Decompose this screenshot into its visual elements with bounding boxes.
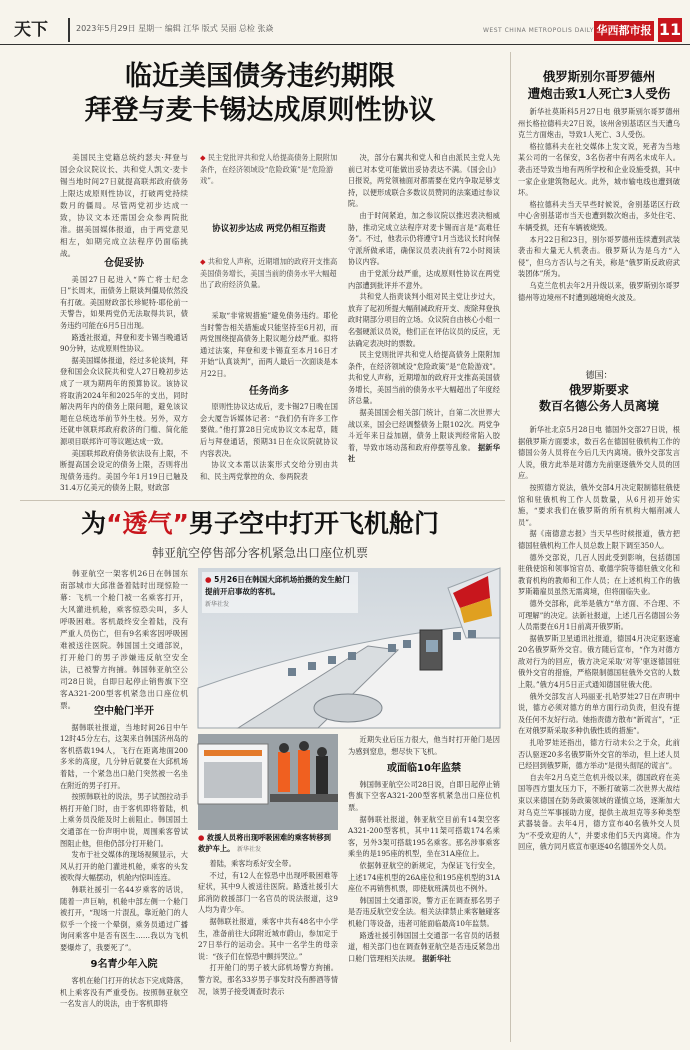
photo1-caption xyxy=(202,572,358,613)
headline-part: 男子空中打开飞机舱门 xyxy=(188,509,439,538)
right-headline-1-line1: 俄罗斯别尔哥罗德州 xyxy=(542,69,656,84)
paragraph: 乌克兰危机去年2月升级以来，俄罗斯别尔哥罗德州等边境州不时遭到越境炮火波及。 xyxy=(518,280,680,302)
paragraph: 据韩联社报道，韩亚航空目前有14架空客A321-200型客机，其中11架可搭载174名乘客，另外3架可搭载195名乘客。那名涉事乘客乘坐的是195座的机型，坐在31A座位上。 xyxy=(348,814,500,859)
column-divider xyxy=(510,52,511,1042)
right-headline-2 xyxy=(518,370,680,414)
paragraph: 德外交部称，此举是俄方“单方面、不合理、不可理解”的决定。法新社报道，上述几百名德国公务人员需要在6月1日前离开俄罗斯。 xyxy=(518,598,680,632)
paragraph: 路透社援引韩国国土交通部一名官员的话报道，相关部门也在调查韩亚航空是否违反紧急出口舱门管理相关法规。 xyxy=(348,930,500,963)
paragraph: 扎哈罗娃还指出，德方行动未公之于众，此前否认驱逐20多名俄罗斯外交官的举动，但上述人员已经回到俄罗斯，德方举动“是彻头彻尾的谎言”。 xyxy=(518,738,680,771)
ambulance-illustration xyxy=(198,734,338,830)
page-header xyxy=(0,18,690,45)
paper-name-en: WEST CHINA METROPOLIS DAILY xyxy=(483,27,594,34)
paragraph: 据美国媒体报道，经过多轮谈判，拜登和国会众议院共和党人27日晚初步达成了一项为期两年的预算协议。该协议将取消2024年和2025年的支出，同时解决两年内的债务上限问题，避免该议题在总统选举前节外生枝。另外，双方还就申领联邦政府救济的门槛、简化能源项目联邦许可等议题达成一致。 xyxy=(60,355,188,446)
paragraph: 据《南德意志报》当天早些时候报道，俄方把德国驻俄机构工作人员总数上限下调至350人。 xyxy=(518,529,680,550)
paragraph: 自去年2月乌克兰危机升级以来，德国政府在美国等西方盟友压力下，不断打破第二次世界大战结束以来德国在防务政策领域的谨慎立场，逐渐加大对乌克兰军事援助力度，提供主战坦克等多种类型武器装备。去年4月，德方宣布40名俄外交人员为“不受欢迎的人”，并要求他们5天内离境。作为回应，俄方同月底宣布驱逐40名德国外交人员。 xyxy=(518,772,680,852)
paragraph: 美国联邦政府债务依法设有上限，不断提高国会设定的债务上限，否则将出现债务违约。美国今年1月19日已触及31.4万亿美元的债务上限，财政部 xyxy=(60,448,188,493)
article2-column-1 xyxy=(60,700,188,1040)
article1-headline-line1: 临近美国债务违约期限 xyxy=(125,61,395,92)
paper-logo: 华西都市报 xyxy=(594,21,654,41)
paragraph: 据美国国会相关部门统计，自第二次世界大战以来，国会已经调整债务上限102次。两党争斗近年来日益加剧，债务上限谈判经常陷入胶着，导致市场动荡和政府停摆等乱象。 xyxy=(348,408,500,452)
source-credit: 据新华社 xyxy=(422,953,451,963)
article2-column-3 xyxy=(348,734,500,1040)
quote-box-1 xyxy=(200,152,338,196)
quote-box-2 xyxy=(200,256,338,302)
right-headline-1 xyxy=(518,68,680,102)
paragraph: 格拉德科夫当天早些时候说，舍别基诺区行政中心舍别基诺市当天也遭到数次炮击，多处住宅、车辆受损，还有车辆被烧毁。 xyxy=(518,199,680,232)
subhead-qingshaonian: 9名青少年入院 xyxy=(90,959,158,971)
paragraph: 着陆，乘客均系好安全带。 xyxy=(209,859,296,868)
paragraph: 俄外交部发言人玛丽亚·扎哈罗娃27日在声明中说，德方必须对德方的单方面行动负责，但没有提及任何不友好行动。她指责德方散布“新谎言”，“正在对俄罗斯采取多种仇俄性质的措施”。 xyxy=(518,691,680,736)
paragraph: 由于时间紧迫，加之参议院以推迟表决相威胁，推动完成立法程序对麦卡锡而言是“高难任务”。不过，他表示仍将遵守1月当选议长时向保守派所做承诺，确保议员表决前有72小时阅读协议内容。 xyxy=(348,210,500,267)
subhead-renwu: 任务尚多 xyxy=(249,385,289,397)
quote-2-text: 共和党人声称，近期增加的政府开支推高美国债务增长，美国当前的债务水平大幅超出了政府经济负量。 xyxy=(200,257,338,289)
photo2-caption-text: 救援人员将出现呼吸困难的乘客转移到救护车上。 xyxy=(198,833,331,853)
article2-headline xyxy=(20,508,500,540)
quote-title: 协议初步达成 两党仍相互指责 xyxy=(212,224,326,234)
headline-quote: “透气” xyxy=(106,509,189,538)
paragraph: 打开舱门的男子被大邱机场警方拘捕。警方说，那名33岁男子事发时没有醉酒等情况，该男子接受调查时表示 xyxy=(198,963,338,996)
source-credit: 据新华社 xyxy=(348,442,500,464)
article1-lead-text: 美国民主党籍总统约瑟夫·拜登与国会众议院议长、共和党人凯文·麦卡锡当地时间27日就提高联邦政府债务上限达成原则性协议，打破两党持续数月的僵局。尽管两党初步达成一致，协议文本还需国会众参两院批准。据美国媒体报道，由于两党意见相左，如期完成立法程序仍面临挑战。 xyxy=(60,153,188,258)
right-article-2 xyxy=(518,424,680,1042)
paragraph: 近期失业后压力很大，他当时打开舱门是因为感到窒息，想尽快下飞机。 xyxy=(348,735,500,756)
article1-lead xyxy=(60,152,188,258)
paragraph: 按照韩联社的说法，男子试图拉动手柄打开舱门时，由于客机即将着陆，机上乘务员没能及时上前阻止。韩国国土交通部在一份声明中说，周围乘客曾试图阻止他，但他仍部分打开舱门。 xyxy=(60,792,188,848)
divider xyxy=(20,500,505,501)
paragraph: 不过，有12人在惊恐中出现呼吸困难等症状，其中9人被送往医院。路透社援引大邱消防救援部门一名官员的说法报道，这9人均为青少年。 xyxy=(198,870,338,915)
ambulance-photo xyxy=(198,734,338,830)
paragraph: 据俄罗斯卫星通讯社报道，德国4月决定驱逐逾20名俄罗斯外交官。俄方随后宣布，“作为对德方敌对行为的回应，俄方决定采取‘对等’驱逐德国驻俄外交官的措施，严格限制德国驻俄外交官的人数上限。”俄方4月5日正式通知德国驻俄大使。 xyxy=(518,633,680,690)
subhead-jianjin: 或面临10年监禁 xyxy=(387,763,461,775)
right-headline-2-line2: 数百名德公务人员离境 xyxy=(538,399,659,413)
article1-column-3 xyxy=(348,152,500,497)
paragraph: 原则性协议达成后，麦卡锡27日晚在国会大厦告诉媒体记者：“我们仍有许多工作要做。”他打算28日完成协议文本起草，随后与拜登通话，预期31日在众议院就协议内容表决。 xyxy=(200,402,338,458)
paragraph: 新华社莫斯科5月27日电 俄罗斯别尔哥罗德州州长格拉德科夫27日说，该州舍别基诺区当天遭乌克兰方面炮击，导致1人死亡、3人受伤。 xyxy=(518,107,680,140)
photo2-caption xyxy=(198,832,338,855)
paragraph: 美国27日起进入“阵亡将士纪念日”长周末，而债务上限谈判僵局依然没有打破。美国财政部长珍妮特·耶伦前一天警告，如果两党仍无法取得共识，债务违约可能在6月5日出现。 xyxy=(60,274,188,330)
paragraph: 按照德方说法，俄外交部4月决定限制德驻俄使馆和驻俄机构工作人员数量，从6月初开始实施，“要求我们在俄罗斯的所有机构大幅削减人员”。 xyxy=(518,482,680,527)
bullet-icon: ● xyxy=(205,575,215,584)
article1-headline xyxy=(20,60,500,128)
paragraph: 民主党则批评共和党人给提高债务上限附加条件，在经济领域设“危险政策”是“危险游戏”。共和党人声称，近期增加的政府开支推高美国债务增长，美国当前的债务水平大幅超出了年度经济总量。 xyxy=(348,350,500,406)
article2-lead xyxy=(60,568,188,710)
bullet-icon: ◆ xyxy=(200,257,208,266)
paragraph: 德外交部说，几百人因此受到影响，包括德国驻俄使馆和领事馆官员、歌德学院等德驻俄文化和教育机构的教师和工作人员；在上述机构工作的俄罗斯籍雇员虽然无需离境，但将面临失业。 xyxy=(518,552,680,597)
article2-subhead: 韩亚航空停售部分客机紧急出口座位机票 xyxy=(151,546,368,560)
article1-column-1 xyxy=(60,252,188,492)
right-headline-1-line2: 遭炮击致1人死亡3人受伤 xyxy=(527,86,671,101)
subhead-cangcu: 仓促妥协 xyxy=(104,258,144,269)
paragraph: 据韩联社报道，乘客中共有48名中小学生，准备前往大邱附近城市蔚山，参加定于27日举行的运动会。其中一名学生的母亲说：“孩子们在惊恐中颤抖哭泣。” xyxy=(198,916,338,961)
paragraph: 决，部分右翼共和党人和自由派民主党人先前已对本党可能做出妥协表达不满。《国会山》日报说，两党领袖面对都需要在党内争取足够支持，以便形成联合多数议员赞同的法案通过参议院。 xyxy=(348,153,500,209)
paragraph: 本月22日和23日，别尔哥罗德州连续遭到武装袭击和大量无人机袭击。俄罗斯认为是乌方“入侵”，但乌方否认与之有关，称是“俄罗斯反政府武装团体”所为。 xyxy=(518,234,680,279)
article2-lead-text: 韩亚航空一架客机26日在韩国东南部城市大邱准备着陆时出现惊险一幕：飞机一个舱门被一名乘客打开，大风灌进机舱，乘客惊恐尖叫，多人呼吸困难。客机最终安全着陆，没有严重人员伤亡，但有9名乘客因呼吸困难被送往医院。韩国国土交通部说，打开舱门的男子涉嫌违反航空安全法，已被警方拘捕。韩国韩亚航空公司28日说，自即日起停止销售旗下空客A321-200型客机紧急出口座位机票。 xyxy=(60,569,188,710)
photo1-caption-text: 5月26日在韩国大邱机场拍摄的发生舱门提前开启事故的客机。 xyxy=(205,575,350,596)
bullet-icon: ◆ xyxy=(200,153,208,162)
subhead-kongzhong: 空中舱门半开 xyxy=(94,706,154,717)
paragraph: 新华社北京5月28日电 德国外交部27日说，根据俄罗斯方面要求，数百名在德国驻俄机构工作的德国公务人员将在今后几天内离境。俄外交部发言人说，俄方此举是对德方先前驱逐俄外交人员的回应。 xyxy=(518,425,680,481)
paragraph: 韩联社援引一名44岁乘客的话说，随着一声巨响，机舱中部左侧一个舱门被打开，“现场一片混乱，靠近舱门的人似乎一个接一个晕倒，乘务员通过广播询问乘客中是否有医生……我以为飞机要爆炸了，我要死了”。 xyxy=(60,884,188,952)
paragraph: 路透社报道，拜登和麦卡锡当晚通话90分钟，达成原则性协议。 xyxy=(60,332,188,354)
headline-part: 为 xyxy=(81,509,107,538)
section-title: 天下 xyxy=(14,18,70,42)
article1-column-2 xyxy=(200,310,338,494)
paragraph: 韩国韩亚航空公司28日说，自即日起停止销售旗下空客A321-200型客机紧急出口座位机票。 xyxy=(348,779,500,812)
date-line: 2023年5月29日 星期一 编辑 江华 版式 吴丽 总检 张焱 xyxy=(76,24,274,33)
photo1-credit: 新华社发 xyxy=(205,601,230,608)
paragraph: 协议文本需以法案形式交给分别由共和、民主两党掌控的众、参两院表 xyxy=(200,460,338,481)
paragraph: 发布于社交媒体的现场视频显示，大风从打开的舱门灌进机舱，乘客的头发被吹得大幅摆动，机舱内惊叫连连。 xyxy=(60,850,188,883)
right-headline-2-kicker: 德国： xyxy=(585,371,613,381)
paragraph: 客机在舱门打开的状态下完成降落，机上乘客没有严重受伤。按照韩亚航空一名发言人的说法，由于客机即将 xyxy=(60,976,188,1009)
bullet-icon: ● xyxy=(198,833,207,842)
paragraph: 采取“非常规措施”避免债务违约。耶伦当时警告相关措施或只能坚持至6月初，而两党围绕提高债务上限议题分歧严重。拟将通过法案，拜登和麦卡锡直至本月16日才开始“认真谈判”，而两人最后一次面谈是本月22日。 xyxy=(200,311,338,378)
page-number: 11 xyxy=(658,18,682,42)
paragraph: 格拉德科夫在社交媒体上发文说，死者为当地某公司的一名保安，3名伤者中有两名未成年人。袭击还导致当地有两所学校和企业设施受损，其中一家企业建筑物起火。此外，城市输电线也遭到破坏。 xyxy=(518,141,680,198)
paragraph: 由于党派分歧严重，达成原则性协议在两党内部遭到批评并不意外。 xyxy=(348,268,500,290)
article2-column-2 xyxy=(198,858,338,1040)
right-article-1 xyxy=(518,106,680,352)
quote-1-text: 民主党批评共和党人给提高债务上限附加条件，在经济领域设“危险政策”是“危险游戏”。 xyxy=(200,153,338,185)
photo2-credit: 新华社发 xyxy=(237,846,262,853)
paragraph: 据韩联社报道，当地时间26日中午12时45分左右，这架来自韩国济州岛的客机搭载194人，飞行在距离地面200多米的高度，几分钟后就要在大邱机场着陆，一个紧急出口舱门突然被一名坐在附近的男子打开。 xyxy=(60,722,188,790)
paragraph: 共和党人指责谈判小组对民主党让步过大，放弃了起初所提大幅削减政府开支、废除拜登执政时期部分项目的立场。众议院自由核心小组一名强硬派议员说，他们正在评估议员的反应，无法确定表决时的票数。 xyxy=(348,292,500,348)
paragraph: 依据韩亚航空的新规定，为保证飞行安全，上述174座机型的26A座位和195座机型的31A座位不再销售机票，即使航班满员也不例外。 xyxy=(348,860,500,894)
article1-headline-line2: 拜登与麦卡锡达成原则性协议 xyxy=(84,95,436,126)
right-headline-2-line1: 俄罗斯要求 xyxy=(568,383,629,397)
paragraph: 韩国国土交通部说，警方正在调查那名男子是否违反航空安全法。相关法律禁止乘客触碰客机舱门等设备，违者可能面临最高10年监禁。 xyxy=(348,895,500,928)
plane-photo xyxy=(198,568,500,728)
